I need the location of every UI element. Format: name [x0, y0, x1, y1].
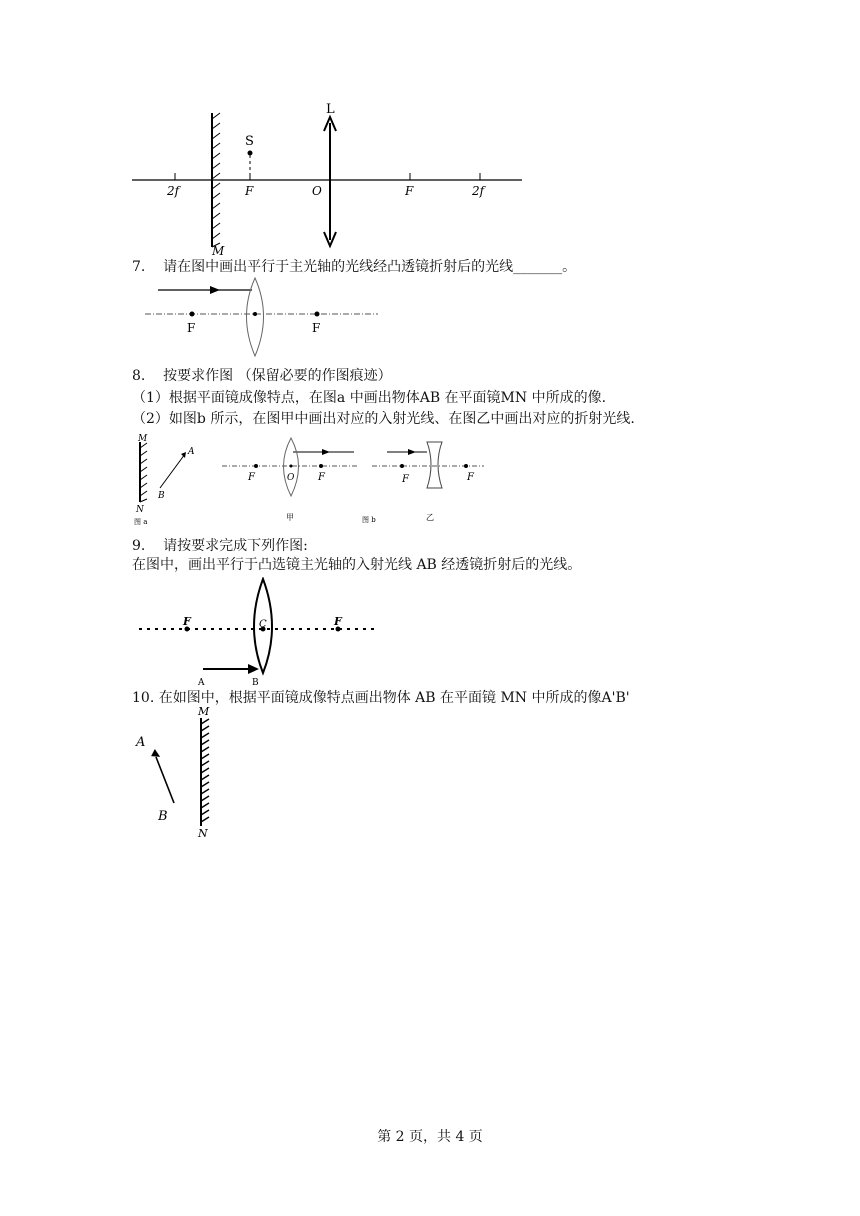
question-number: 10.	[132, 690, 155, 706]
label-C: C	[259, 619, 267, 630]
question-9	[132, 537, 308, 555]
figure-q8-jia	[218, 436, 363, 526]
label-F1: F	[248, 472, 255, 483]
label-O: O	[312, 184, 322, 198]
question-8	[132, 367, 392, 385]
figure-b-caption: 图 b	[362, 516, 376, 524]
object-AB	[156, 757, 174, 803]
figure-a-caption: 图 a	[134, 518, 148, 526]
label-O: O	[287, 473, 295, 483]
question-text: 请按要求完成下列作图:	[163, 538, 308, 554]
question-number: 9.	[132, 538, 146, 554]
label-N: N	[198, 827, 208, 840]
label-F-left: F	[245, 184, 254, 198]
label-F2: F	[318, 472, 325, 483]
label-M: M	[212, 244, 225, 258]
question-8-part-1: （1）根据平面镜成像特点，在图a 中画出物体AB 在平面镜MN 中所成的像.	[132, 390, 607, 406]
label-A: A	[136, 735, 146, 750]
label-S: S	[245, 134, 254, 149]
label-L: L	[326, 102, 335, 117]
label-F3: F	[402, 474, 409, 485]
question-7	[132, 258, 576, 276]
figure-q9-convex-lens	[135, 577, 385, 689]
figure-q7-convex-lens	[140, 276, 380, 360]
question-text: 在如图中，根据平面镜成像特点画出物体 AB 在平面镜 MN 中所成的像A'B'	[158, 690, 630, 706]
question-9-line-2: 在图中，画出平行于凸选镜主光轴的入射光线 AB 经透镜折射后的光线。	[132, 557, 582, 573]
label-F1: F	[183, 615, 191, 628]
label-B: B	[158, 491, 165, 501]
question-number: 7.	[132, 259, 146, 275]
point-S	[248, 151, 253, 156]
label-2f-left: 2f	[167, 184, 180, 198]
question-text: 按要求作图 （保留必要的作图痕迹）	[163, 368, 392, 384]
figure-q8-yi	[362, 436, 492, 526]
label-M: M	[138, 434, 148, 444]
figure-mirror-lens	[120, 95, 540, 260]
question-8-part-2: （2）如图b 所示，在图甲中画出对应的入射光线、在图乙中画出对应的折射光线.	[132, 411, 635, 427]
label-2f-right: 2f	[472, 184, 485, 198]
label-A: A	[188, 447, 195, 457]
object-AB	[160, 454, 185, 488]
label-M: M	[198, 705, 210, 718]
label-F2: F	[334, 615, 342, 628]
question-number: 8.	[132, 368, 146, 384]
figure-q8-a	[130, 430, 210, 530]
label-B: B	[158, 809, 168, 824]
question-text: 请在图中画出平行于主光轴的光线经凸透镜折射后的光线_______。	[163, 259, 577, 275]
label-N: N	[136, 505, 144, 515]
figure-q10-mirror	[128, 702, 228, 842]
figure-yi-caption: 乙	[426, 513, 434, 522]
label-A: A	[198, 678, 205, 688]
page-footer: 第 2 页，共 4 页	[377, 1129, 483, 1145]
label-F-right: F	[405, 184, 414, 198]
label-B: B	[252, 678, 259, 688]
label-F1: F	[187, 321, 196, 335]
label-F4: F	[467, 472, 474, 483]
figure-jia-caption: 甲	[286, 513, 294, 522]
concave-lens	[427, 442, 442, 488]
label-F2: F	[312, 321, 321, 335]
